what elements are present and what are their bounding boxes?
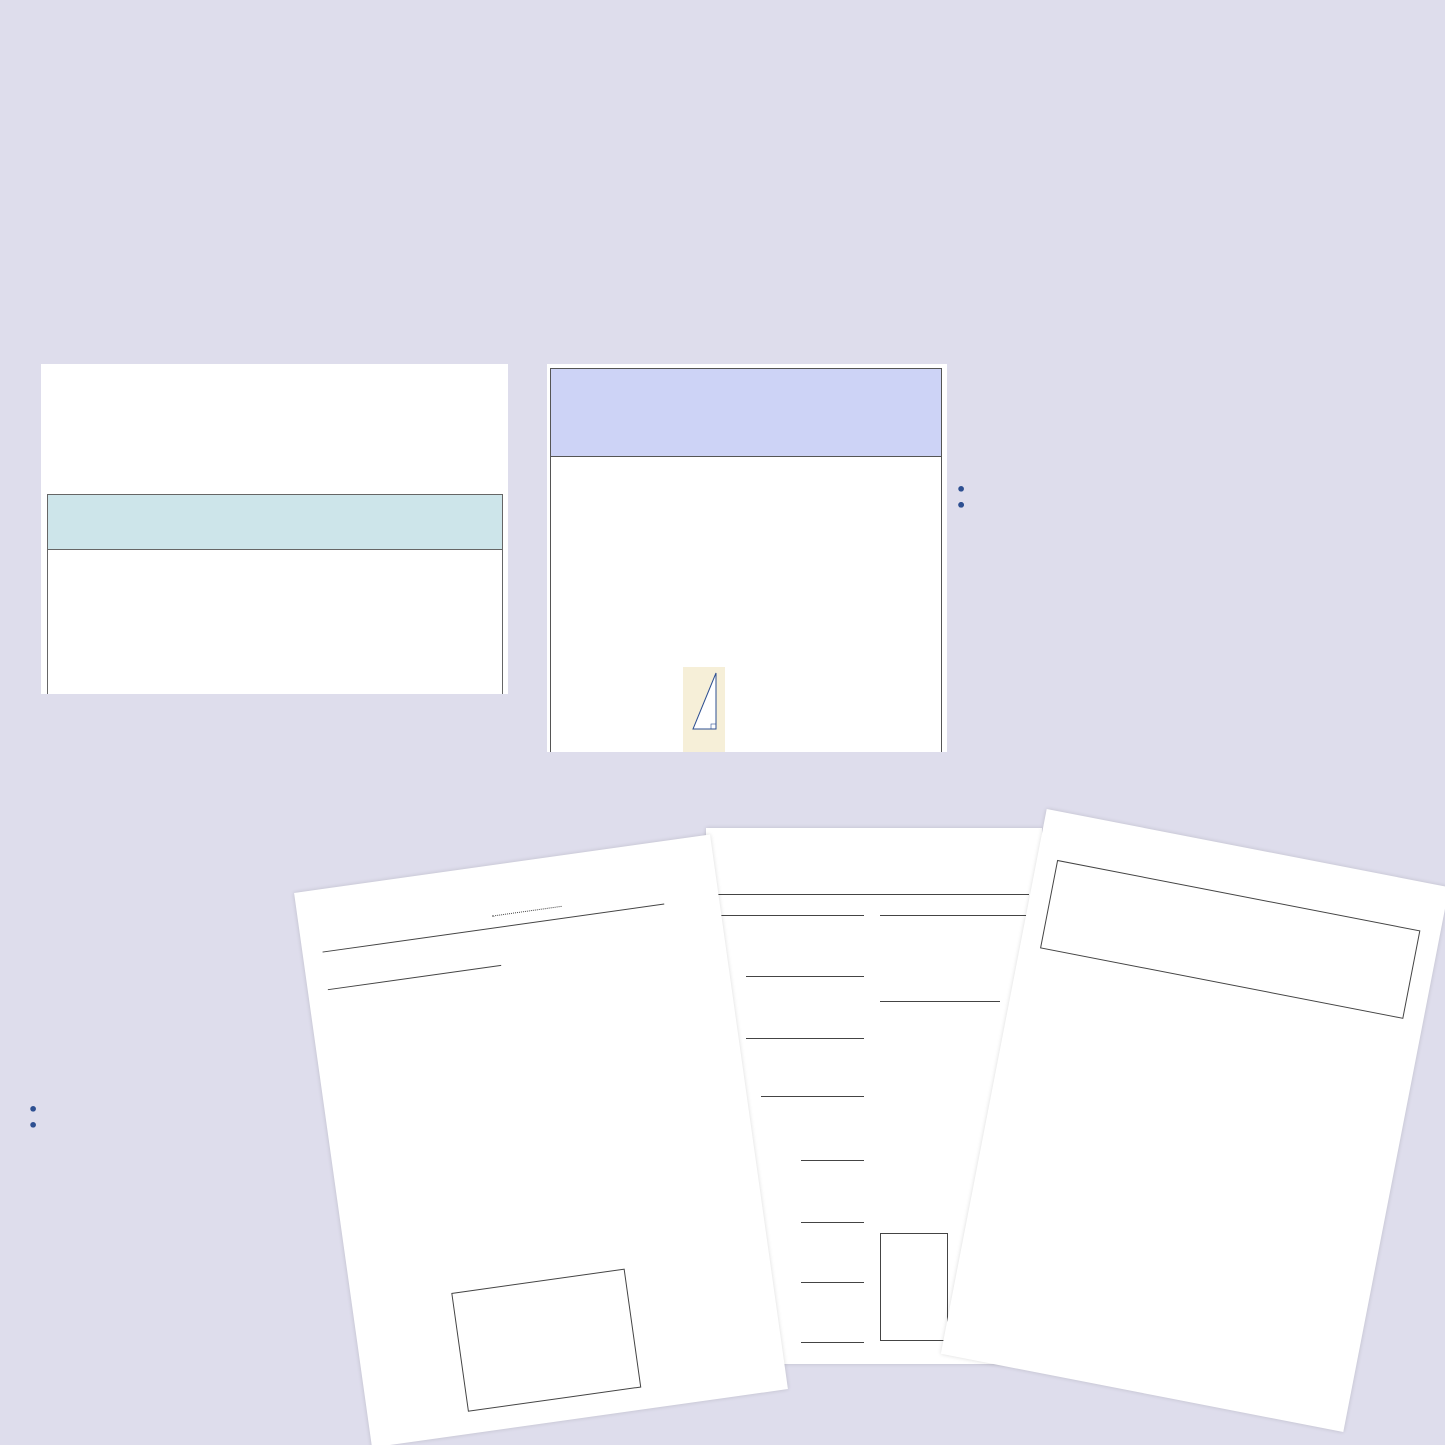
flashcard-field xyxy=(565,376,941,390)
flashcard-field xyxy=(565,444,941,458)
weekly-notes-box xyxy=(880,1233,948,1341)
item-label xyxy=(565,463,683,497)
item-label xyxy=(565,565,683,599)
daily-planner-preview xyxy=(294,834,788,1445)
flashcard-item xyxy=(565,565,941,599)
item-value xyxy=(683,463,938,497)
lecture-field xyxy=(64,518,502,533)
daily-notes-box xyxy=(451,1269,641,1412)
flashcard-header-fields xyxy=(551,369,941,457)
item-label xyxy=(565,497,683,531)
field-label xyxy=(565,444,683,458)
item-value xyxy=(683,599,938,633)
field-label xyxy=(565,390,683,404)
flashcard-field xyxy=(565,403,941,417)
flashcard-form xyxy=(550,368,942,752)
lecture-field xyxy=(64,503,502,518)
lecture-header-fields xyxy=(48,495,502,550)
field-label xyxy=(565,430,683,444)
field-label xyxy=(565,403,683,417)
divider xyxy=(761,1096,864,1097)
divider xyxy=(801,1222,864,1223)
divider xyxy=(746,976,864,977)
item-value xyxy=(683,633,938,667)
field-label xyxy=(64,518,192,533)
flashcard-body xyxy=(551,457,941,752)
divider xyxy=(801,1342,864,1343)
item-label xyxy=(565,531,683,565)
divider xyxy=(711,894,1029,895)
monthly-priorities-box xyxy=(1040,860,1420,1019)
flashcard-field xyxy=(565,430,941,444)
flashcard-item xyxy=(565,599,941,633)
feature-list-planners xyxy=(28,1101,368,1117)
item-value xyxy=(683,497,938,531)
feature-list-notes xyxy=(956,481,1441,497)
divider xyxy=(801,1160,864,1161)
triangle-icon xyxy=(683,667,725,752)
divider xyxy=(801,1282,864,1283)
item-label xyxy=(565,633,683,667)
diagram-label xyxy=(565,667,683,752)
flashcard-item xyxy=(565,531,941,565)
divider xyxy=(323,904,665,953)
flashcard-diagram-row xyxy=(565,667,941,752)
divider xyxy=(492,906,561,917)
lecture-notes-body xyxy=(48,550,502,563)
item-value xyxy=(683,565,938,599)
field-label xyxy=(565,417,683,431)
divider xyxy=(328,965,501,990)
field-label xyxy=(64,533,192,548)
lecture-field xyxy=(64,533,502,548)
triangle-diagram xyxy=(683,667,725,752)
notes-label xyxy=(64,558,192,563)
divider xyxy=(746,1038,864,1039)
lecture-form xyxy=(47,494,503,694)
flashcard-field xyxy=(565,417,941,431)
divider xyxy=(711,915,864,916)
divider xyxy=(880,915,1028,916)
lecture-notes-preview xyxy=(41,364,508,694)
divider xyxy=(880,1001,1000,1002)
item-value xyxy=(683,531,938,565)
item-label xyxy=(565,599,683,633)
field-label xyxy=(565,376,683,390)
notes-paragraphs xyxy=(192,558,497,563)
flashcard-item xyxy=(565,497,941,531)
flashcard-item xyxy=(565,633,941,667)
flashcard-preview xyxy=(547,364,947,752)
lecture-tips xyxy=(321,368,506,373)
flashcard-field xyxy=(565,390,941,404)
field-label xyxy=(64,503,192,518)
flashcard-item xyxy=(565,463,941,497)
